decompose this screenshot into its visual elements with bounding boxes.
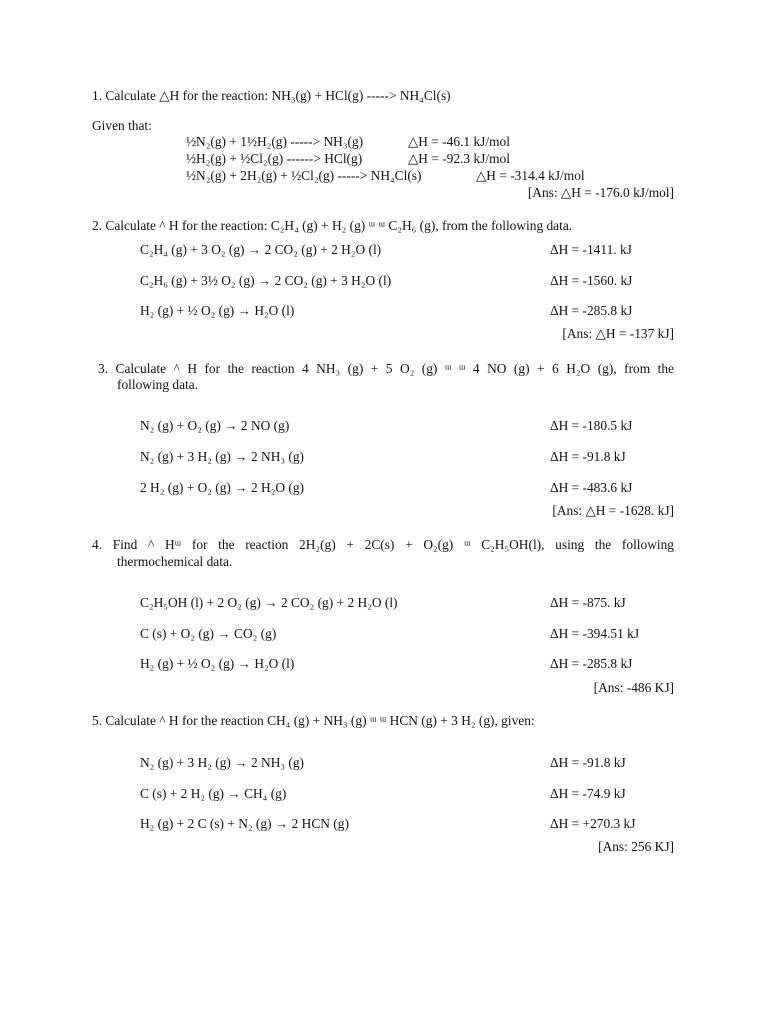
q4-answer: [Ans: -486 KJ] [593, 680, 674, 695]
q4-equation-1: C₂H₅OH (l) + 2 O₂ (g) → 2 CO₂ (g) + 2 H₂O (l) [140, 595, 398, 610]
q1-answer: [Ans: △H = -176.0 kJ/mol] [527, 185, 674, 200]
q4-equation-2: C (s) + O₂ (g) → CO₂ (g) [140, 626, 277, 641]
q2-enthalpy-2: ΔH = -1560. kJ [550, 273, 633, 288]
q3-title-line-2: following data. [117, 377, 199, 392]
q2-title: 2. Calculate ^ H for the reaction: C₂H₄ (g) + H₂ (g) ᵚ ᵚ C₂H₆ (g), from the following data. [92, 218, 573, 233]
q3-enthalpy-2: ΔH = -91.8 kJ [550, 449, 626, 464]
q1-enthalpy-2: △H = -92.3 kJ/mol [408, 151, 510, 166]
q3-equation-1: N₂ (g) + O₂ (g) → 2 NO (g) [140, 418, 290, 433]
q5-answer: [Ans: 256 KJ] [598, 839, 674, 854]
q5-equation-2: C (s) + 2 H₂ (g) → CH₄ (g) [140, 786, 287, 801]
q5-equation-1: N₂ (g) + 3 H₂ (g) → 2 NH₃ (g) [140, 755, 304, 770]
q3-enthalpy-1: ΔH = -180.5 kJ [550, 418, 633, 433]
q2-equation-1: C₂H₄ (g) + 3 O₂ (g) → 2 CO₂ (g) + 2 H₂O (l) [140, 242, 382, 257]
q5-title: 5. Calculate ^ H for the reaction CH₄ (g) + NH₃ (g) ᵚ ᵚ HCN (g) + 3 H₂ (g), given: [92, 713, 535, 728]
q2-equation-3: H₂ (g) + ½ O₂ (g) → H₂O (l) [140, 303, 295, 318]
q4-enthalpy-2: ΔH = -394.51 kJ [550, 626, 640, 641]
q1-enthalpy-3: △H = -314.4 kJ/mol [476, 168, 585, 183]
q5-enthalpy-2: ΔH = -74.9 kJ [550, 786, 626, 801]
q4-equation-3: H₂ (g) + ½ O₂ (g) → H₂O (l) [140, 656, 295, 671]
q1-title: 1. Calculate △H for the reaction: NH₃(g) + HCl(g) -----> NH₄Cl(s) [92, 88, 451, 103]
q2-enthalpy-1: ΔH = -1411. kJ [550, 242, 632, 257]
q2-answer: [Ans: △H = -137 kJ] [562, 326, 674, 341]
q3-equation-3: 2 H₂ (g) + O₂ (g) → 2 H₂O (g) [140, 480, 304, 495]
q3-enthalpy-3: ΔH = -483.6 kJ [550, 480, 633, 495]
q2-equation-2: C₂H₆ (g) + 3½ O₂ (g) → 2 CO₂ (g) + 3 H₂O (l) [140, 273, 392, 288]
q3-answer: [Ans: △H = -1628. kJ] [552, 503, 674, 518]
q1-enthalpy-1: △H = -46.1 kJ/mol [408, 134, 510, 149]
q4-enthalpy-1: ΔH = -875. kJ [550, 595, 626, 610]
q4-enthalpy-3: ΔH = -285.8 kJ [550, 656, 633, 671]
q5-enthalpy-3: ΔH = +270.3 kJ [550, 816, 636, 831]
q5-equation-3: H₂ (g) + 2 C (s) + N₂ (g) → 2 HCN (g) [140, 816, 349, 831]
q4-title-line-1: 4. Find ^ Hᵚ for the reaction 2H₂(g) + 2C(s) + O₂(g) ᵚ C₂H₅OH(l), using the following [92, 537, 674, 552]
q4-title-line-2: thermochemical data. [117, 554, 233, 569]
q1-equation-1: ½N₂(g) + 1½H₂(g) -----> NH₃(g) [186, 134, 364, 149]
q1-given-label: Given that: [92, 118, 152, 133]
q1-equation-2: ½H₂(g) + ½Cl₂(g) ------> HCl(g) [186, 151, 363, 166]
q3-equation-2: N₂ (g) + 3 H₂ (g) → 2 NH₃ (g) [140, 449, 304, 464]
q2-enthalpy-3: ΔH = -285.8 kJ [550, 303, 633, 318]
q5-enthalpy-1: ΔH = -91.8 kJ [550, 755, 626, 770]
q1-equation-3: ½N₂(g) + 2H₂(g) + ½Cl₂(g) -----> NH₄Cl(s) [186, 168, 422, 183]
q3-title-line-1: 3. Calculate ^ H for the reaction 4 NH₃ (g) + 5 O₂ (g) ᵚ ᵚ 4 NO (g) + 6 H₂O (g), from the [98, 361, 674, 376]
